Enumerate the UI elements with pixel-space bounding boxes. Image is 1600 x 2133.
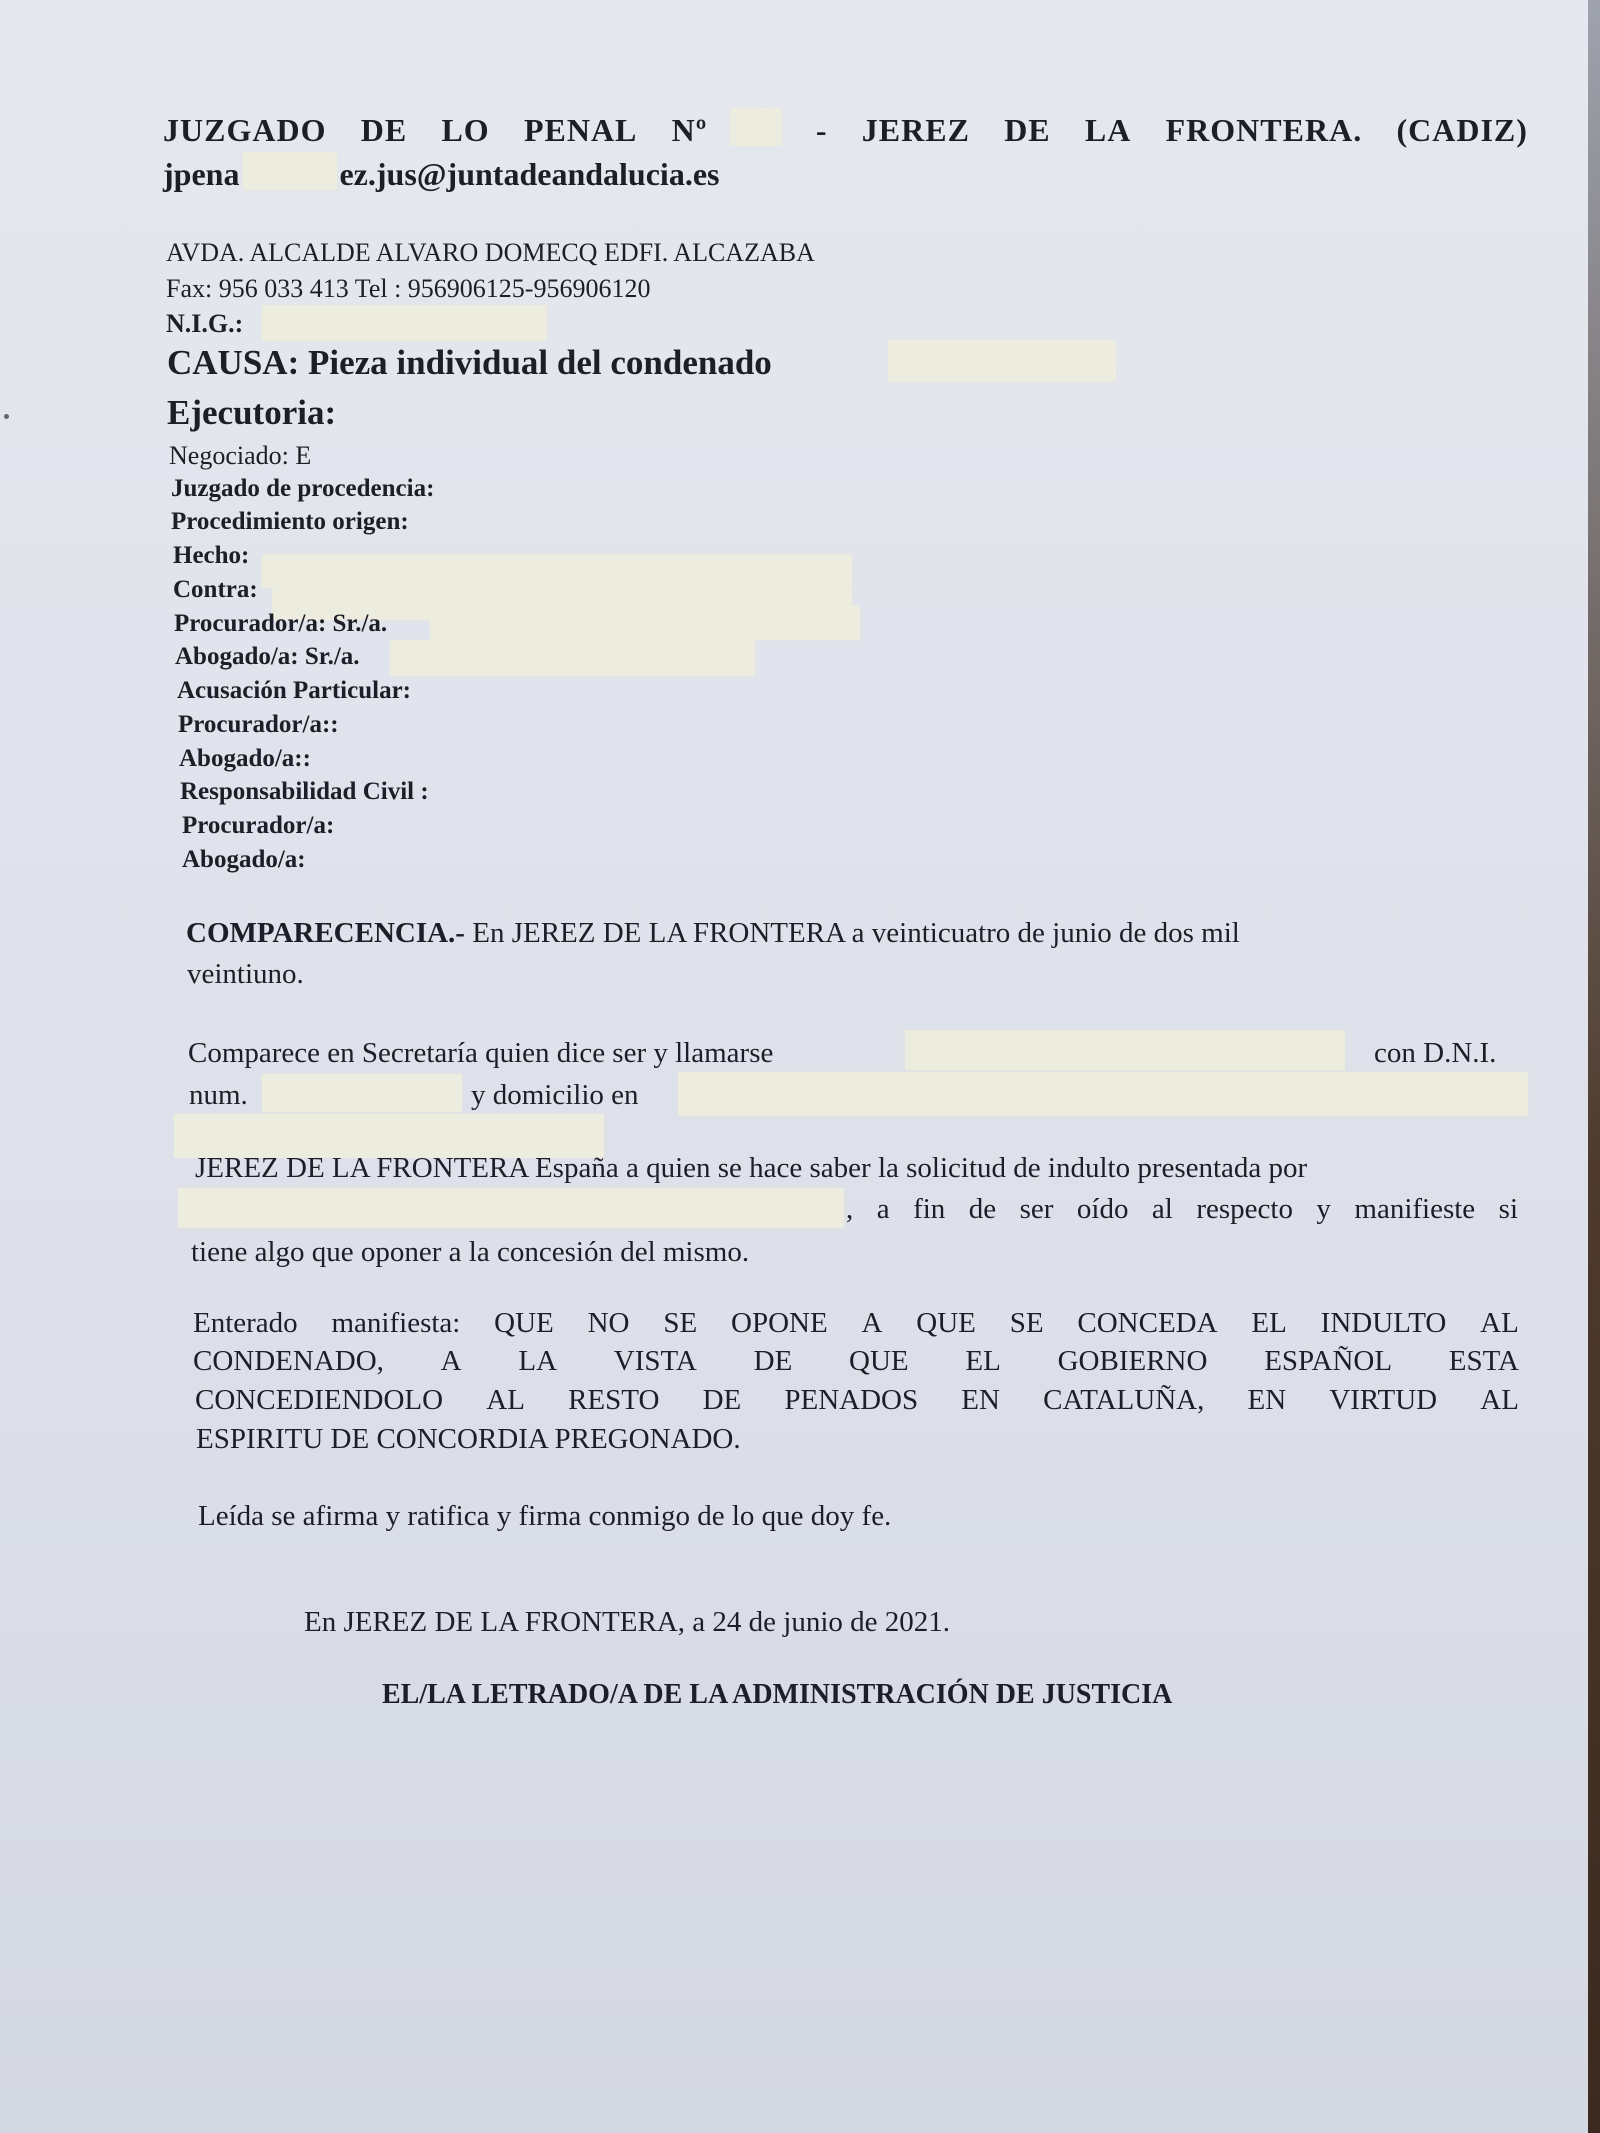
word: al <box>1151 1193 1173 1225</box>
word: DE <box>702 1384 742 1416</box>
field-procurador: Procurador/a: Sr./a. <box>174 610 388 637</box>
word: y <box>1316 1193 1331 1225</box>
comparece-line-1-end: con D.N.I. <box>1374 1037 1497 1069</box>
indulto-line-1: JEREZ DE LA FRONTERA España a quien se hace saber la solicitud de indulto presentada por <box>195 1152 1308 1184</box>
word: VISTA <box>613 1345 697 1377</box>
word: EL <box>1251 1307 1287 1339</box>
ejecutoria-title: Ejecutoria: <box>167 393 337 432</box>
word: EN <box>1247 1384 1287 1416</box>
indulto-line-3: tiene algo que oponer a la concesión del mismo. <box>191 1236 750 1268</box>
comparece-line-2-mid: y domicilio en <box>471 1079 639 1111</box>
word: DE <box>753 1345 793 1377</box>
redaction-nombre <box>905 1030 1345 1070</box>
word: AL <box>1480 1307 1519 1339</box>
comparecencia-line-2: veintiuno. <box>187 958 304 990</box>
comparece-line-1-start: Comparece en Secretaría quien dice ser y llamarse <box>188 1037 774 1069</box>
scan-speck <box>4 414 9 419</box>
word: ESTA <box>1448 1345 1519 1377</box>
field-abogado-rc: Abogado/a: <box>182 846 306 873</box>
redaction-dni <box>262 1074 462 1112</box>
header-word: LA <box>1084 112 1132 148</box>
field-abogado-ap: Abogado/a:: <box>179 745 311 772</box>
word: OPONE <box>731 1307 828 1339</box>
enterado-line-3 <box>195 1384 1519 1417</box>
header-word: DE <box>1004 112 1051 148</box>
word: LA <box>518 1345 558 1377</box>
enterado-line-2 <box>193 1345 1519 1378</box>
word: GOBIERNO <box>1057 1345 1208 1377</box>
word: AL <box>1480 1384 1519 1416</box>
word: a <box>876 1193 890 1225</box>
comparece-line-2-start: num. <box>189 1079 248 1111</box>
indulto-line-2 <box>846 1193 1518 1226</box>
header-word: JUZGADO <box>163 112 327 148</box>
comparecencia-text: En JEREZ DE LA FRONTERA a veinticuatro de junio de dos mil <box>472 917 1240 949</box>
header-word: Nº <box>671 112 708 148</box>
header-word: LO <box>441 112 490 148</box>
page-edge <box>1588 0 1600 2133</box>
field-contra: Contra: <box>173 576 258 603</box>
field-procurador-ap: Procurador/a:: <box>178 711 339 738</box>
fax-tel: Fax: 956 033 413 Tel : 956906125-956906120 <box>166 274 651 303</box>
comparecencia-title: COMPARECENCIA.- <box>186 917 465 949</box>
word: ESPAÑOL <box>1264 1345 1393 1377</box>
word: EL <box>965 1345 1001 1377</box>
word: de <box>968 1193 997 1225</box>
field-juzgado-procedencia: Juzgado de procedencia: <box>171 475 435 502</box>
field-procedimiento-origen: Procedimiento origen: <box>171 508 409 535</box>
word: QUE <box>849 1345 909 1377</box>
redaction-nig <box>262 305 547 341</box>
signature-title: EL/LA LETRADO/A DE LA ADMINISTRACIÓN DE JUSTICIA <box>382 1679 1173 1710</box>
redaction-court-number <box>730 108 782 146</box>
redaction-procurador <box>430 606 860 640</box>
enterado-line-1 <box>193 1307 1519 1340</box>
field-responsabilidad-civil: Responsabilidad Civil : <box>180 778 429 805</box>
word: SE <box>1009 1307 1044 1339</box>
email-end: ez.jus@juntadeandalucia.es <box>339 156 720 192</box>
word: respecto <box>1196 1193 1293 1225</box>
redaction-abogado <box>390 640 755 676</box>
word: QUE <box>494 1307 554 1339</box>
header-word: JEREZ <box>861 112 970 148</box>
header-word: DE <box>360 112 408 148</box>
redaction-solicitante <box>178 1188 844 1228</box>
word: SE <box>663 1307 698 1339</box>
header-word: FRONTERA. <box>1165 112 1363 148</box>
place-date: En JEREZ DE LA FRONTERA, a 24 de junio de 2021. <box>304 1606 951 1638</box>
enterado-line-4: ESPIRITU DE CONCORDIA PREGONADO. <box>196 1423 741 1455</box>
word: RESTO <box>568 1384 660 1416</box>
word: EN <box>961 1384 1000 1416</box>
word: CONDENADO, <box>193 1345 384 1377</box>
word: VIRTUD <box>1329 1384 1438 1416</box>
header-word: (CADIZ) <box>1396 112 1528 148</box>
redaction-hecho <box>262 554 852 588</box>
word: manifiesta: <box>331 1307 461 1339</box>
field-negociado: Negociado: E <box>169 441 312 470</box>
word: CONCEDA <box>1077 1307 1218 1339</box>
redaction-condenado <box>888 340 1116 382</box>
word: AL <box>486 1384 525 1416</box>
word: CATALUÑA, <box>1043 1384 1205 1416</box>
word: CONCEDIENDOLO <box>195 1384 444 1416</box>
court-address: AVDA. ALCALDE ALVARO DOMECQ EDFI. ALCAZABA <box>166 238 815 267</box>
header-word: PENAL <box>523 112 638 148</box>
comparecencia-line-1 <box>186 917 1240 950</box>
header-word: - <box>815 112 828 148</box>
word: , <box>846 1193 854 1225</box>
causa-title: CAUSA: Pieza individual del condenado <box>167 343 772 382</box>
word: manifieste <box>1354 1193 1476 1225</box>
nig-label: N.I.G.: <box>166 309 244 338</box>
word: oído <box>1076 1193 1129 1225</box>
field-hecho: Hecho: <box>173 542 250 569</box>
word: NO <box>587 1307 630 1339</box>
redaction-domicilio <box>678 1072 1528 1116</box>
word: si <box>1498 1193 1518 1225</box>
court-header <box>163 112 1528 149</box>
field-procurador-rc: Procurador/a: <box>182 812 335 839</box>
word: Enterado <box>193 1307 298 1339</box>
redaction-email <box>243 152 337 190</box>
word: A <box>861 1307 883 1339</box>
word: ser <box>1019 1193 1054 1225</box>
word: INDULTO <box>1320 1307 1447 1339</box>
word: A <box>440 1345 462 1377</box>
leida-text: Leída se afirma y ratifica y firma conmigo de lo que doy fe. <box>198 1500 892 1532</box>
field-acusacion-particular: Acusación Particular: <box>177 677 411 704</box>
word: PENADOS <box>784 1384 919 1416</box>
word: fin <box>913 1193 946 1225</box>
field-abogado: Abogado/a: Sr./a. <box>175 643 360 670</box>
email-start: jpena <box>163 156 240 192</box>
word: QUE <box>916 1307 976 1339</box>
